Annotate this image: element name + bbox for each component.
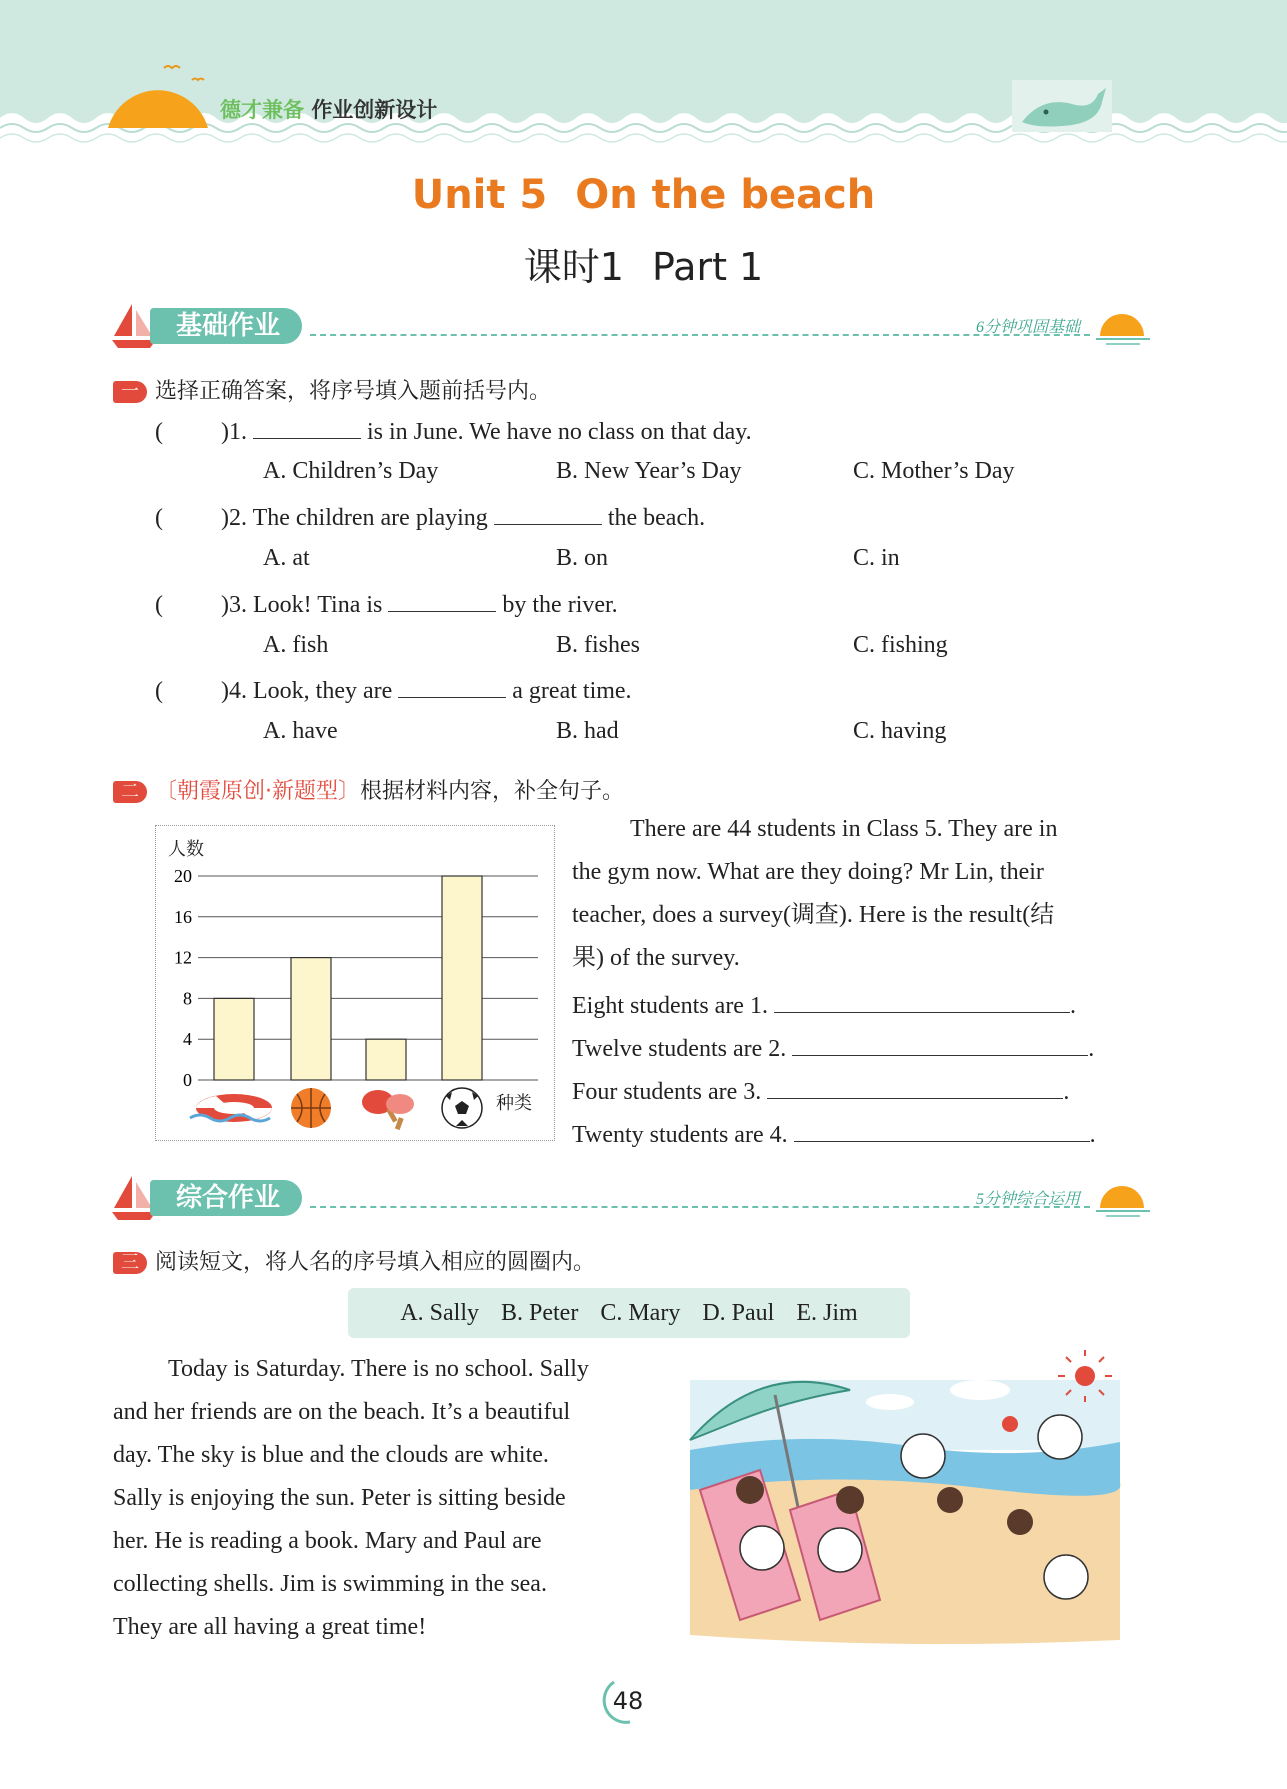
sun-icon xyxy=(104,62,214,132)
name-option: B. Peter xyxy=(501,1300,579,1326)
survey-passage xyxy=(572,808,1146,980)
q1-item-3 xyxy=(155,589,618,619)
sentence-text: Twelve students are 2. xyxy=(572,1036,787,1062)
sentence-end: . xyxy=(1089,1122,1096,1148)
item-text-pre: The children are playing xyxy=(252,505,488,531)
question-tag: 〔朝霞原创·新题型〕 xyxy=(155,779,360,804)
question-3-heading xyxy=(113,1245,595,1276)
passage-line: the gym now. What are they doing? Mr Lin, their xyxy=(572,859,1044,885)
y-tick-label: 4 xyxy=(183,1029,192,1050)
option-a: A. Children’s Day xyxy=(263,458,439,484)
blank[interactable] xyxy=(494,502,602,525)
sunset-icon xyxy=(1096,306,1150,346)
name-option: E. Jim xyxy=(796,1300,858,1326)
sentence-text: Twenty students are 4. xyxy=(572,1122,788,1148)
bar-swimming-ring xyxy=(214,998,254,1080)
blank[interactable] xyxy=(398,675,506,698)
sentence-text: Eight students are 1. xyxy=(572,993,768,1019)
item-number: )3. xyxy=(221,592,247,618)
y-tick-label: 16 xyxy=(174,906,192,927)
option-c: C. fishing xyxy=(853,632,948,658)
section-hint: 5分钟综合运用 xyxy=(975,1191,1080,1208)
option-c: C. Mother’s Day xyxy=(853,458,1015,484)
swimming-ring-icon xyxy=(190,1094,272,1122)
passage-line: There are 44 students in Class 5. They are in xyxy=(630,816,1058,842)
q1-item-4 xyxy=(155,675,632,705)
basketball-icon xyxy=(291,1088,331,1128)
question-number: 二 xyxy=(113,781,147,803)
name-option: C. Mary xyxy=(600,1300,681,1326)
divider xyxy=(310,1206,1090,1208)
sentence-end: . xyxy=(1069,993,1076,1019)
passage-line: collecting shells. Jim is swimming in the sea. xyxy=(113,1571,547,1597)
sentence-3 xyxy=(572,1076,1069,1106)
bar-football xyxy=(442,876,482,1080)
lesson-title xyxy=(0,236,1287,291)
item-text-pre: Look! Tina is xyxy=(253,592,383,618)
item-text: is in June. We have no class on that day. xyxy=(367,419,752,445)
question-number: 三 xyxy=(113,1252,147,1274)
blank[interactable] xyxy=(767,1076,1063,1099)
bar-basketball xyxy=(291,958,331,1080)
brand-dark: 作业创新设计 xyxy=(311,98,438,122)
option-c: C. having xyxy=(853,718,947,744)
question-instruction: 阅读短文，将人名的序号填入相应的圆圈内。 xyxy=(155,1250,596,1275)
passage-line: They are all having a great time! xyxy=(113,1614,427,1640)
item-text: the beach. xyxy=(607,505,706,531)
name-options-bar xyxy=(348,1288,910,1338)
option-b: B. had xyxy=(556,718,619,744)
answer-circle[interactable] xyxy=(818,1528,862,1572)
answer-circle[interactable] xyxy=(1038,1415,1082,1459)
passage-line: her. He is reading a book. Mary and Paul are xyxy=(113,1528,542,1554)
beach-illustration xyxy=(680,1350,1130,1650)
sentence-4 xyxy=(572,1119,1096,1149)
question-number: 一 xyxy=(113,381,147,403)
option-a: A. have xyxy=(263,718,338,744)
table-tennis-icon xyxy=(362,1090,414,1130)
unit-number: Unit 5 xyxy=(411,172,548,218)
question-2-heading xyxy=(113,774,624,805)
question-instruction: 选择正确答案，将序号填入题前括号内。 xyxy=(155,379,552,404)
blank[interactable] xyxy=(792,1033,1088,1056)
question-instruction: 根据材料内容，补全句子。 xyxy=(360,779,625,804)
section-label: 基础作业 xyxy=(150,308,302,344)
answer-circle[interactable] xyxy=(901,1434,945,1478)
y-tick-label: 8 xyxy=(183,988,192,1009)
sentence-end: . xyxy=(1063,1079,1070,1105)
bar-table-tennis xyxy=(366,1039,406,1080)
passage-line: Today is Saturday. There is no school. Sally xyxy=(168,1356,589,1382)
name-option: D. Paul xyxy=(702,1300,775,1326)
brand-title xyxy=(220,94,437,124)
y-axis-label: 人数 xyxy=(168,839,204,860)
q1-item-1 xyxy=(155,416,752,446)
sentence-1 xyxy=(572,990,1076,1020)
section-hint: 6分钟巩固基础 xyxy=(975,319,1080,336)
section-comprehensive-banner xyxy=(110,1172,1150,1232)
blank[interactable] xyxy=(774,990,1070,1013)
blank[interactable] xyxy=(253,416,361,439)
unit-topic: On the beach xyxy=(575,172,876,218)
question-1-heading xyxy=(113,374,551,405)
answer-circle[interactable] xyxy=(1044,1555,1088,1599)
unit-title xyxy=(0,172,1287,218)
item-number: )1. xyxy=(221,419,247,445)
passage-line: Sally is enjoying the sun. Peter is sitting beside xyxy=(113,1485,566,1511)
divider xyxy=(310,334,1090,336)
answer-circle[interactable] xyxy=(740,1526,784,1570)
item-text-pre: Look, they are xyxy=(253,678,393,704)
lesson-part: Part 1 xyxy=(651,245,764,289)
item-text: a great time. xyxy=(512,678,632,704)
q1-item-2 xyxy=(155,502,705,532)
item-text: by the river. xyxy=(502,592,618,618)
page-number: 48 xyxy=(612,1687,644,1715)
y-tick-label: 12 xyxy=(174,947,192,968)
section-basic-banner xyxy=(110,300,1150,360)
football-icon xyxy=(442,1088,482,1128)
blank[interactable] xyxy=(794,1119,1090,1142)
name-option: A. Sally xyxy=(400,1300,479,1326)
lesson-number: 课时1 xyxy=(523,245,624,289)
option-b: B. on xyxy=(556,545,609,571)
option-a: A. fish xyxy=(263,632,329,658)
whale-icon xyxy=(1012,76,1112,132)
sentence-text: Four students are 3. xyxy=(572,1079,762,1105)
answer-paren: ( xyxy=(155,419,163,445)
sentence-2 xyxy=(572,1033,1094,1063)
answer-paren: ( xyxy=(155,592,163,618)
passage-line: and her friends are on the beach. It’s a beautiful xyxy=(113,1399,571,1425)
passage-line: teacher, does a survey(调查). Here is the result(结 xyxy=(572,902,1055,928)
passage-line: day. The sky is blue and the clouds are white. xyxy=(113,1442,549,1468)
blank[interactable] xyxy=(388,589,496,612)
item-number: )4. xyxy=(221,678,247,704)
option-c: C. in xyxy=(853,545,900,571)
bar-chart xyxy=(156,826,554,1140)
y-tick-label: 20 xyxy=(174,866,192,886)
answer-paren: ( xyxy=(155,678,163,704)
item-number: )2. xyxy=(221,505,247,531)
bar-chart-frame xyxy=(155,825,555,1141)
brand-green: 德才兼备 xyxy=(220,98,304,122)
answer-paren: ( xyxy=(155,505,163,531)
x-axis-label: 种类 xyxy=(496,1093,532,1114)
sentence-end: . xyxy=(1088,1036,1095,1062)
sunset-icon xyxy=(1096,1178,1150,1218)
passage-line: 果) of the survey. xyxy=(572,945,740,971)
option-b: B. New Year’s Day xyxy=(556,458,742,484)
option-b: B. fishes xyxy=(556,632,640,658)
option-a: A. at xyxy=(263,545,310,571)
y-tick-label: 0 xyxy=(183,1070,192,1090)
beach-passage xyxy=(113,1348,643,1649)
section-label: 综合作业 xyxy=(150,1180,302,1216)
